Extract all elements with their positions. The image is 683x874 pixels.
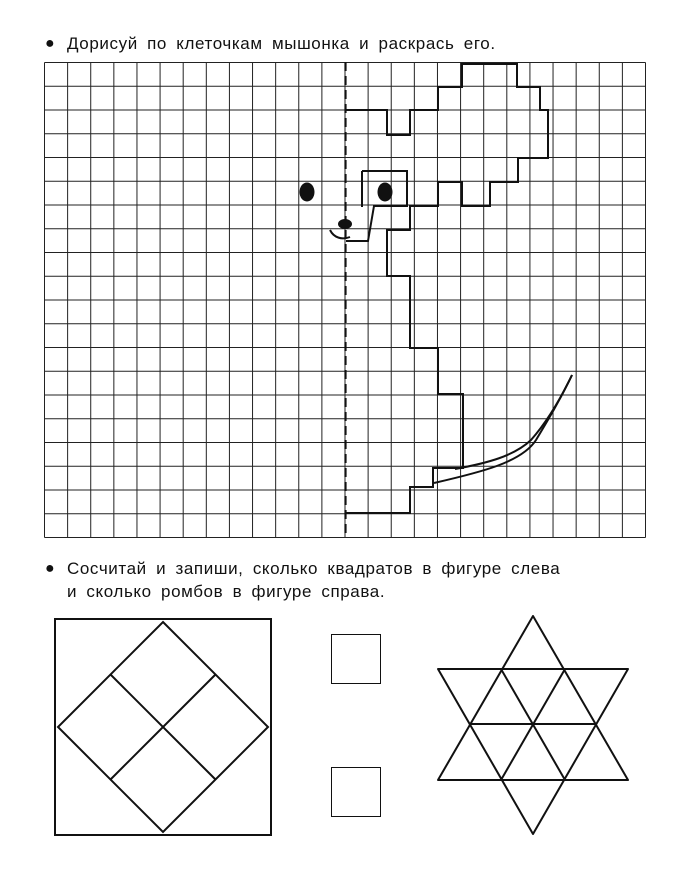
task-1-text: Дорисуй по клеточкам мышонка и раскрась его. <box>67 34 496 53</box>
task-2-line-1: Сосчитай и запиши, сколько квадратов в фигуре слева <box>67 559 561 578</box>
bullet-icon: ● <box>45 560 56 577</box>
task-2-line-2: и сколько ромбов в фигуре справа. <box>67 582 386 601</box>
rhombi-answer-box[interactable] <box>331 767 381 817</box>
task-2-instruction <box>45 557 561 603</box>
mouse-nose <box>338 219 352 229</box>
mouse-eye-right <box>378 183 393 202</box>
star-figure <box>438 616 628 834</box>
squares-answer-box[interactable] <box>331 634 381 684</box>
mouse-tail <box>434 375 572 483</box>
mouse-half-outline <box>330 64 572 513</box>
mouse-mouth <box>330 230 350 238</box>
mouse-eye-left <box>300 183 315 202</box>
square-figure <box>55 619 271 835</box>
bullet-icon: ● <box>45 35 56 52</box>
